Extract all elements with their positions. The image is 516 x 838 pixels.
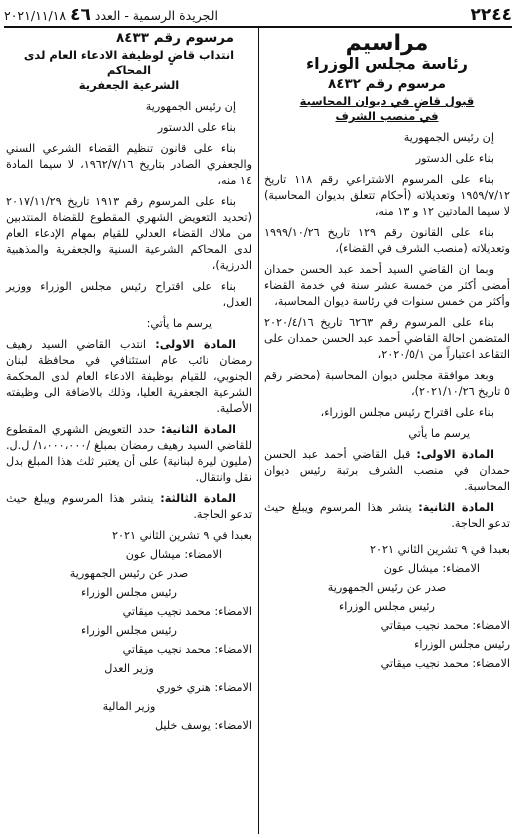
signature-line: رئيس مجلس الوزراء	[339, 600, 435, 613]
article-text: انتدب القاضي السيد رهيف رمضان نائب عام استئنافي في محافظة لبنان الجنوبي، للقيام بوظيفة الادعاء العام لدى المحكمة الشرعية الجعفرية العليا، وذلك بالاضافة الى وظيفته الأصلية.	[6, 338, 252, 415]
decree-subject	[264, 94, 510, 124]
signature-line: الامضاء: محمد نجيب ميقاتي	[380, 619, 510, 632]
signing-date: بعبدا في ٩ تشرين الثاني ٢٠٢١	[369, 543, 510, 556]
preamble-clause: بناء على المرسوم الاشتراعي رقم ١١٨ تاريخ ١٩٥٩/٧/١٢ وتعديلاته (أحكام تتعلق بديوان المحاسبة) لا سيما المادتين ١٢ و ١٣ منه،	[264, 173, 510, 218]
article-heading: المادة الثالثة:	[160, 492, 236, 505]
signing-date: بعبدا في ٩ تشرين الثاني ٢٠٢١	[111, 529, 252, 542]
article-2	[264, 500, 510, 532]
preamble-clause: بناء على قانون تنظيم القضاء الشرعي السني والجعفري الصادر بتاريخ ١٩٦٢/٧/١٦، لا سيما المادة ١٤ منه،	[6, 142, 252, 187]
signature-line: الامضاء: محمد نجيب ميقاتي	[380, 657, 510, 670]
article-text: قبل القاضي أحمد عبد الحسن حمدان في منصب الشرف برتبة رئيس ديوان المحاسبة.	[264, 448, 510, 493]
article-text: حدد التعويض الشهري المقطوع للقاضي السيد رهيف رمضان بمبلغ /١،٠٠٠،٠٠٠/ ل.ل. (مليون ليرة لبنانية) على أن يعتبر ثلث هذا المبلغ بدل نقل وانتقال.	[6, 423, 252, 484]
article-heading: المادة الثانية:	[161, 423, 236, 436]
article-heading: المادة الاولى:	[416, 448, 494, 461]
issue-number: ٤٦	[70, 5, 91, 25]
left-column	[6, 30, 252, 737]
preamble-clause: وبما ان القاضي السيد أحمد عبد الحسن حمدان أمضى أكثر من خمسة عشر سنة في خدمة القضاء وأكثر من خمس سنوات في رئاسة ديوان المحاسبة،	[264, 263, 510, 308]
preamble-president: إن رئيس الجمهورية	[145, 100, 236, 113]
page-header	[4, 4, 512, 28]
article-2	[6, 422, 252, 486]
signature-line: رئيس مجلس الوزراء	[81, 624, 177, 637]
preamble-constitution: بناء على الدستور	[415, 152, 494, 165]
article-heading: المادة الاولى:	[155, 338, 237, 351]
enactment-formula: يرسم ما يأتي:	[146, 317, 212, 330]
signature-line: صدر عن رئيس الجمهورية	[327, 581, 447, 594]
preamble-constitution: بناء على الدستور	[157, 121, 236, 134]
article-text: ينشر هذا المرسوم ويبلغ حيث تدعو الحاجة.	[264, 501, 510, 530]
page-number: ٢٢٤٤	[470, 5, 512, 25]
decree-subject-line-1: انتداب قاضٍ لوظيفة الادعاء العام لدى المحاكم	[23, 48, 235, 77]
preamble-clause: بناء على اقتراح رئيس مجلس الوزراء ووزير العدل،	[6, 280, 252, 309]
section-title: مراسيم	[345, 31, 429, 56]
decree-number: مرسوم رقم ٨٤٣٣	[116, 30, 234, 46]
decree-subject-line-1: قبول قاضٍ في ديوان المحاسبة	[299, 94, 475, 108]
signature-line: الامضاء: ميشال عون	[383, 562, 480, 575]
enactment-formula: يرسم ما يأتي	[408, 427, 470, 440]
signature-line: رئيس مجلس الوزراء	[414, 638, 510, 651]
preamble-clause: بناء على المرسوم رقم ١٩١٣ تاريخ ٢٠١٧/١١/٢٩ (تحديد التعويض الشهري المقطوع للقضاة المنتدبين من ملاك القضاء العدلي للقيام بمهام الإدعاء العام لدى المحاكم الشرعية السنية والجعفرية والمذهبية الدرزية)،	[6, 195, 252, 272]
decree-subject-line-2: في منصب الشرف	[335, 109, 439, 123]
signature-line: الامضاء: محمد نجيب ميقاتي	[122, 605, 252, 618]
article-3	[6, 491, 252, 523]
article-text: ينشر هذا المرسوم ويبلغ حيث تدعو الحاجة.	[6, 492, 252, 521]
signature-line: الامضاء: ميشال عون	[125, 548, 222, 561]
preamble-clause: وبعد موافقة مجلس ديوان المحاسبة (محضر رقم ٥ تاريخ ٢٠٢١/١٠/٢٦)،	[264, 369, 510, 398]
decree-number: مرسوم رقم ٨٤٣٢	[328, 76, 446, 92]
signature-line: الامضاء: محمد نجيب ميقاتي	[122, 643, 252, 656]
authority-title: رئاسة مجلس الوزراء	[306, 54, 468, 73]
article-heading: المادة الثانية:	[418, 501, 494, 514]
issue-date: ٢٠٢١/١١/١٨	[4, 8, 67, 23]
gazette-name: الجريدة الرسمية - العدد	[94, 8, 218, 23]
signature-line: وزير العدل	[104, 662, 154, 675]
article-1	[264, 447, 510, 495]
signature-line: رئيس مجلس الوزراء	[81, 586, 177, 599]
signature-line: صدر عن رئيس الجمهورية	[69, 567, 189, 580]
column-divider	[258, 28, 259, 834]
preamble-clause: بناء على اقتراح رئيس مجلس الوزراء،	[320, 406, 494, 419]
article-1	[6, 337, 252, 417]
right-column	[264, 30, 510, 675]
decree-subject-line-2: الشرعية الجعفرية	[78, 78, 180, 92]
signature-line: وزير المالية	[102, 700, 156, 713]
issue-line	[4, 5, 218, 25]
decree-subject	[6, 48, 252, 93]
preamble-president: إن رئيس الجمهورية	[403, 131, 494, 144]
preamble-clause: بناء على القانون رقم ١٢٩ تاريخ ١٩٩٩/١٠/٢٦ وتعديلاته (منصب الشرف في القضاء)،	[264, 226, 510, 255]
preamble-clause: بناء على المرسوم رقم ٦٢٦٣ تاريخ ٢٠٢٠/٤/١٦ المتضمن احالة القاضي أحمد عبد الحسن حمدان على التقاعد اعتباراً من ٢٠٢٠/٥/١،	[264, 316, 510, 361]
signature-line: الامضاء: يوسف خليل	[154, 719, 252, 732]
signature-line: الامضاء: هنري خوري	[156, 681, 252, 694]
